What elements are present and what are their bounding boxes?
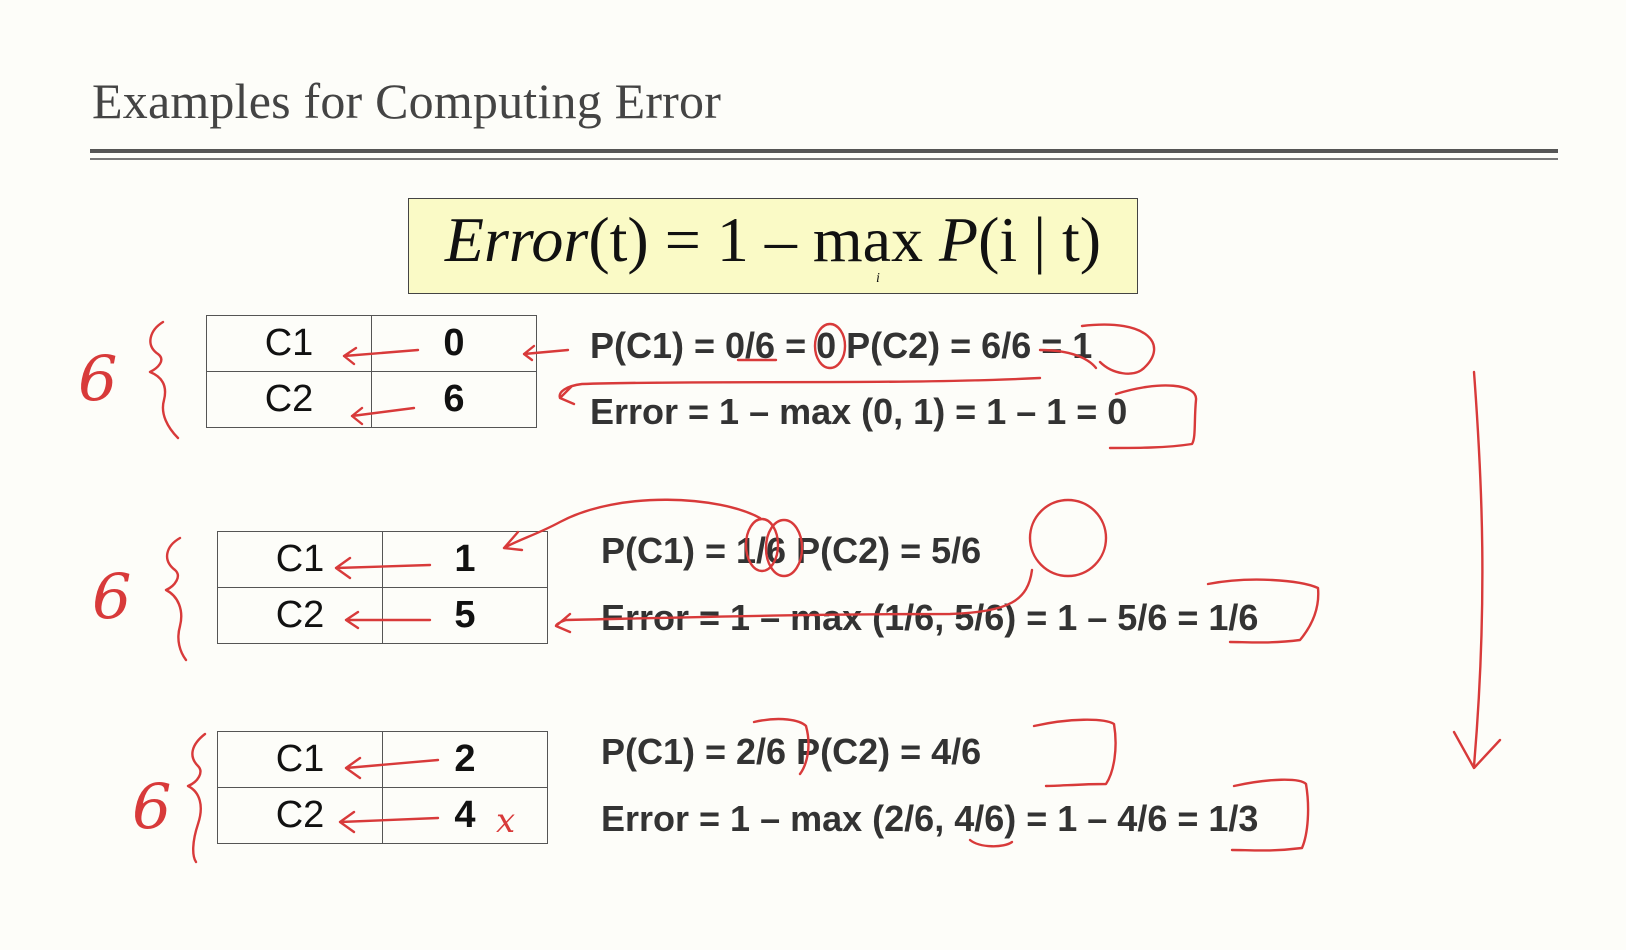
class-label: C1	[207, 316, 372, 372]
probabilities-2: P(C1) = 1/6 P(C2) = 5/6	[601, 530, 982, 571]
class-label: C2	[218, 588, 383, 644]
error-formula: Error(t) = 1 – max P(i | t)	[444, 204, 1102, 275]
handwritten-x-mark: x	[496, 801, 516, 841]
table-row	[207, 316, 537, 372]
circle-p2-one	[1082, 325, 1154, 374]
class-count: 1	[383, 532, 548, 588]
title-divider	[90, 149, 1558, 153]
brace-3	[188, 734, 205, 862]
class-label: C1	[218, 732, 383, 788]
class-label: C2	[207, 372, 372, 428]
class-label: C1	[218, 532, 383, 588]
down-arrowhead	[1454, 732, 1500, 768]
formula-box	[408, 198, 1138, 294]
class-count: 4	[383, 788, 548, 844]
long-down-arrow	[1474, 372, 1482, 766]
count-table-2	[217, 531, 548, 644]
box-p2-3	[1034, 720, 1116, 786]
table-row	[218, 732, 548, 788]
class-label: C2	[218, 788, 383, 844]
table-row	[218, 532, 548, 588]
handwritten-total-3: 6	[132, 770, 172, 843]
handwritten-total-2: 6	[92, 560, 132, 633]
table-row	[218, 588, 548, 644]
max-subscript: i	[876, 271, 880, 286]
brace-1	[150, 322, 178, 438]
slide-title: Examples for Computing Error	[92, 73, 722, 129]
probabilities-3: P(C1) = 2/6 P(C2) = 4/6	[601, 731, 982, 772]
error-calc-1: Error = 1 – max (0, 1) = 1 – 1 = 0	[590, 391, 1128, 432]
table-row	[218, 788, 548, 844]
count-table-3	[217, 731, 548, 844]
class-count: 5	[383, 588, 548, 644]
class-count: 0	[372, 316, 537, 372]
probabilities-1: P(C1) = 0/6 = 0 P(C2) = 6/6 = 1	[590, 325, 1093, 366]
error-calc-3: Error = 1 – max (2/6, 4/6) = 1 – 4/6 = 1/3	[601, 798, 1259, 839]
underline-4-6	[970, 840, 1012, 846]
brace-2	[166, 538, 186, 660]
class-count: 6	[372, 372, 537, 428]
error-calc-2: Error = 1 – max (1/6, 5/6) = 1 – 5/6 = 1/6	[601, 597, 1259, 638]
title-divider-thin	[90, 158, 1558, 160]
class-count: 2	[383, 732, 548, 788]
handwritten-total-1: 6	[78, 342, 118, 415]
circle-5-6	[1030, 500, 1106, 576]
table-row	[207, 372, 537, 428]
count-table-1	[206, 315, 537, 428]
